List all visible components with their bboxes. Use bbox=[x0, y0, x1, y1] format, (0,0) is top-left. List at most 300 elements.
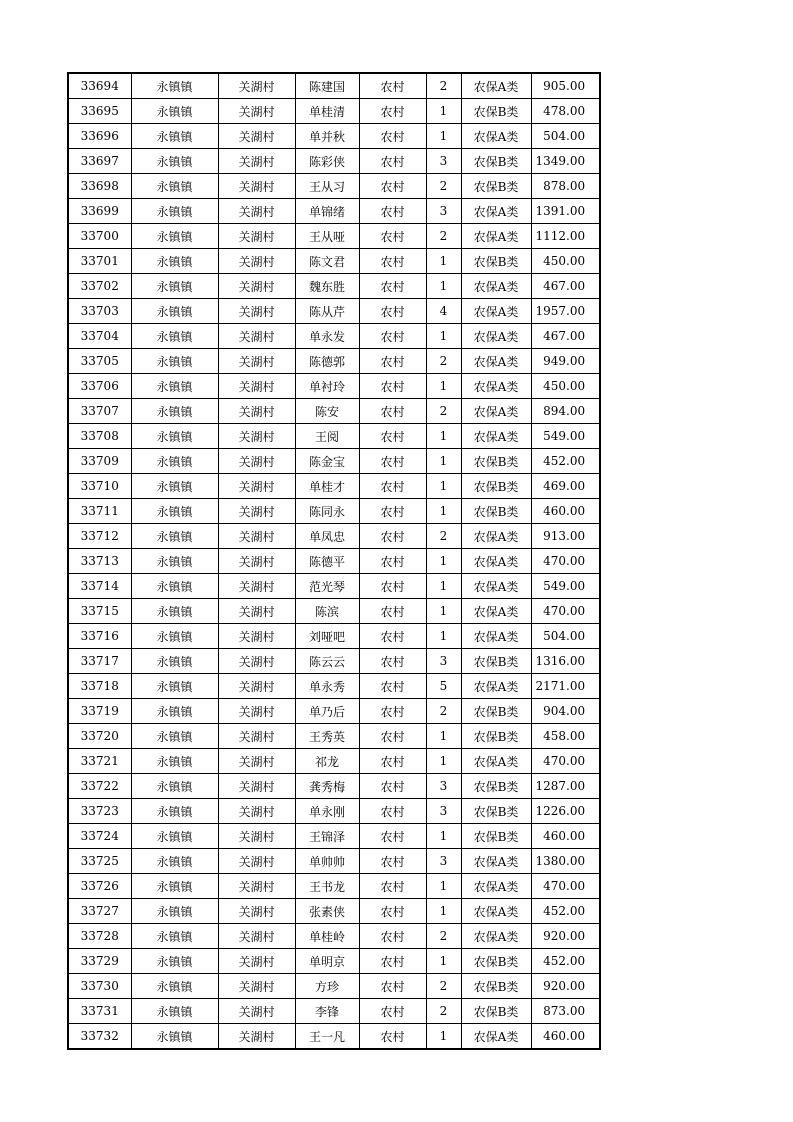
record-id-cell: 33718 bbox=[68, 674, 131, 699]
name-cell: 陈同永 bbox=[295, 499, 359, 524]
record-id-cell: 33728 bbox=[68, 924, 131, 949]
town-cell: 永镇镇 bbox=[131, 449, 218, 474]
name-cell: 陈云云 bbox=[295, 649, 359, 674]
amount-cell: 504.00 bbox=[531, 124, 600, 149]
village-cell: 关湖村 bbox=[218, 949, 295, 974]
table-row bbox=[68, 349, 600, 374]
town-cell: 永镇镇 bbox=[131, 499, 218, 524]
insurance-class-cell: 农保A类 bbox=[461, 73, 531, 99]
area-type-cell: 农村 bbox=[359, 374, 426, 399]
insurance-class-cell: 农保A类 bbox=[461, 424, 531, 449]
town-cell: 永镇镇 bbox=[131, 474, 218, 499]
town-cell: 永镇镇 bbox=[131, 874, 218, 899]
record-id-cell: 33719 bbox=[68, 699, 131, 724]
town-cell: 永镇镇 bbox=[131, 724, 218, 749]
town-cell: 永镇镇 bbox=[131, 424, 218, 449]
amount-cell: 452.00 bbox=[531, 949, 600, 974]
name-cell: 单衬玲 bbox=[295, 374, 359, 399]
insurance-class-cell: 农保B类 bbox=[461, 149, 531, 174]
record-id-cell: 33713 bbox=[68, 549, 131, 574]
record-id-cell: 33695 bbox=[68, 99, 131, 124]
table-row bbox=[68, 249, 600, 274]
table-row bbox=[68, 799, 600, 824]
insurance-class-cell: 农保B类 bbox=[461, 799, 531, 824]
area-type-cell: 农村 bbox=[359, 949, 426, 974]
name-cell: 范光琴 bbox=[295, 574, 359, 599]
name-cell: 陈彩侠 bbox=[295, 149, 359, 174]
name-cell: 单桂才 bbox=[295, 474, 359, 499]
household-count-cell: 3 bbox=[426, 849, 461, 874]
amount-cell: 913.00 bbox=[531, 524, 600, 549]
amount-cell: 1380.00 bbox=[531, 849, 600, 874]
table-row bbox=[68, 474, 600, 499]
amount-cell: 469.00 bbox=[531, 474, 600, 499]
household-count-cell: 1 bbox=[426, 1024, 461, 1050]
insurance-class-cell: 农保B类 bbox=[461, 724, 531, 749]
village-cell: 关湖村 bbox=[218, 624, 295, 649]
insurance-class-cell: 农保A类 bbox=[461, 1024, 531, 1050]
record-id-cell: 33694 bbox=[68, 73, 131, 99]
household-count-cell: 3 bbox=[426, 799, 461, 824]
amount-cell: 1112.00 bbox=[531, 224, 600, 249]
household-count-cell: 1 bbox=[426, 499, 461, 524]
insurance-class-cell: 农保A类 bbox=[461, 899, 531, 924]
insurance-class-cell: 农保A类 bbox=[461, 374, 531, 399]
table-row bbox=[68, 849, 600, 874]
area-type-cell: 农村 bbox=[359, 699, 426, 724]
name-cell: 王秀英 bbox=[295, 724, 359, 749]
village-cell: 关湖村 bbox=[218, 199, 295, 224]
name-cell: 李锋 bbox=[295, 999, 359, 1024]
table-row bbox=[68, 174, 600, 199]
amount-cell: 460.00 bbox=[531, 824, 600, 849]
table-row bbox=[68, 874, 600, 899]
town-cell: 永镇镇 bbox=[131, 824, 218, 849]
village-cell: 关湖村 bbox=[218, 849, 295, 874]
town-cell: 永镇镇 bbox=[131, 524, 218, 549]
name-cell: 单并秋 bbox=[295, 124, 359, 149]
table-row bbox=[68, 674, 600, 699]
record-id-cell: 33702 bbox=[68, 274, 131, 299]
table-row bbox=[68, 774, 600, 799]
record-id-cell: 33725 bbox=[68, 849, 131, 874]
town-cell: 永镇镇 bbox=[131, 374, 218, 399]
name-cell: 陈德郭 bbox=[295, 349, 359, 374]
town-cell: 永镇镇 bbox=[131, 324, 218, 349]
name-cell: 王锦泽 bbox=[295, 824, 359, 849]
name-cell: 王书龙 bbox=[295, 874, 359, 899]
table-row bbox=[68, 974, 600, 999]
table-row bbox=[68, 549, 600, 574]
town-cell: 永镇镇 bbox=[131, 999, 218, 1024]
amount-cell: 470.00 bbox=[531, 874, 600, 899]
record-id-cell: 33708 bbox=[68, 424, 131, 449]
area-type-cell: 农村 bbox=[359, 499, 426, 524]
table-row bbox=[68, 149, 600, 174]
table-row bbox=[68, 924, 600, 949]
name-cell: 单永秀 bbox=[295, 674, 359, 699]
insurance-class-cell: 农保A类 bbox=[461, 124, 531, 149]
amount-cell: 1957.00 bbox=[531, 299, 600, 324]
village-cell: 关湖村 bbox=[218, 149, 295, 174]
area-type-cell: 农村 bbox=[359, 799, 426, 824]
town-cell: 永镇镇 bbox=[131, 299, 218, 324]
area-type-cell: 农村 bbox=[359, 924, 426, 949]
town-cell: 永镇镇 bbox=[131, 224, 218, 249]
household-count-cell: 2 bbox=[426, 399, 461, 424]
amount-cell: 949.00 bbox=[531, 349, 600, 374]
town-cell: 永镇镇 bbox=[131, 1024, 218, 1050]
village-cell: 关湖村 bbox=[218, 749, 295, 774]
name-cell: 单凤忠 bbox=[295, 524, 359, 549]
amount-cell: 2171.00 bbox=[531, 674, 600, 699]
table-row bbox=[68, 624, 600, 649]
area-type-cell: 农村 bbox=[359, 749, 426, 774]
area-type-cell: 农村 bbox=[359, 574, 426, 599]
record-id-cell: 33711 bbox=[68, 499, 131, 524]
table-row bbox=[68, 649, 600, 674]
table-row bbox=[68, 424, 600, 449]
amount-cell: 504.00 bbox=[531, 624, 600, 649]
village-cell: 关湖村 bbox=[218, 724, 295, 749]
amount-cell: 467.00 bbox=[531, 324, 600, 349]
name-cell: 单锦绪 bbox=[295, 199, 359, 224]
town-cell: 永镇镇 bbox=[131, 774, 218, 799]
village-cell: 关湖村 bbox=[218, 974, 295, 999]
amount-cell: 452.00 bbox=[531, 899, 600, 924]
insurance-class-cell: 农保B类 bbox=[461, 174, 531, 199]
household-count-cell: 3 bbox=[426, 649, 461, 674]
table-row bbox=[68, 73, 600, 99]
amount-cell: 905.00 bbox=[531, 73, 600, 99]
household-count-cell: 2 bbox=[426, 73, 461, 99]
name-cell: 刘哑吧 bbox=[295, 624, 359, 649]
amount-cell: 458.00 bbox=[531, 724, 600, 749]
town-cell: 永镇镇 bbox=[131, 73, 218, 99]
town-cell: 永镇镇 bbox=[131, 749, 218, 774]
insurance-class-cell: 农保B类 bbox=[461, 824, 531, 849]
table-row bbox=[68, 699, 600, 724]
village-cell: 关湖村 bbox=[218, 349, 295, 374]
name-cell: 龚秀梅 bbox=[295, 774, 359, 799]
insurance-class-cell: 农保A类 bbox=[461, 224, 531, 249]
insurance-class-cell: 农保A类 bbox=[461, 674, 531, 699]
town-cell: 永镇镇 bbox=[131, 949, 218, 974]
table-row bbox=[68, 949, 600, 974]
table-row bbox=[68, 449, 600, 474]
name-cell: 陈文君 bbox=[295, 249, 359, 274]
insurance-class-cell: 农保A类 bbox=[461, 574, 531, 599]
record-id-cell: 33721 bbox=[68, 749, 131, 774]
town-cell: 永镇镇 bbox=[131, 649, 218, 674]
amount-cell: 470.00 bbox=[531, 549, 600, 574]
insurance-class-cell: 农保A类 bbox=[461, 874, 531, 899]
insurance-class-cell: 农保A类 bbox=[461, 399, 531, 424]
record-id-cell: 33710 bbox=[68, 474, 131, 499]
village-cell: 关湖村 bbox=[218, 174, 295, 199]
table-row bbox=[68, 499, 600, 524]
name-cell: 陈从芹 bbox=[295, 299, 359, 324]
household-count-cell: 1 bbox=[426, 124, 461, 149]
insurance-class-cell: 农保B类 bbox=[461, 999, 531, 1024]
insurance-class-cell: 农保B类 bbox=[461, 99, 531, 124]
record-id-cell: 33699 bbox=[68, 199, 131, 224]
record-id-cell: 33697 bbox=[68, 149, 131, 174]
name-cell: 方珍 bbox=[295, 974, 359, 999]
household-count-cell: 1 bbox=[426, 324, 461, 349]
village-cell: 关湖村 bbox=[218, 649, 295, 674]
village-cell: 关湖村 bbox=[218, 224, 295, 249]
table-row bbox=[68, 999, 600, 1024]
village-cell: 关湖村 bbox=[218, 99, 295, 124]
village-cell: 关湖村 bbox=[218, 524, 295, 549]
area-type-cell: 农村 bbox=[359, 199, 426, 224]
record-id-cell: 33714 bbox=[68, 574, 131, 599]
area-type-cell: 农村 bbox=[359, 549, 426, 574]
village-cell: 关湖村 bbox=[218, 299, 295, 324]
town-cell: 永镇镇 bbox=[131, 924, 218, 949]
household-count-cell: 2 bbox=[426, 699, 461, 724]
amount-cell: 920.00 bbox=[531, 924, 600, 949]
area-type-cell: 农村 bbox=[359, 224, 426, 249]
record-id-cell: 33712 bbox=[68, 524, 131, 549]
area-type-cell: 农村 bbox=[359, 449, 426, 474]
household-count-cell: 1 bbox=[426, 874, 461, 899]
name-cell: 单永刚 bbox=[295, 799, 359, 824]
table-row bbox=[68, 824, 600, 849]
insurance-class-cell: 农保A类 bbox=[461, 549, 531, 574]
household-count-cell: 2 bbox=[426, 924, 461, 949]
area-type-cell: 农村 bbox=[359, 849, 426, 874]
town-cell: 永镇镇 bbox=[131, 699, 218, 724]
amount-cell: 904.00 bbox=[531, 699, 600, 724]
insurance-class-cell: 农保A类 bbox=[461, 524, 531, 549]
area-type-cell: 农村 bbox=[359, 874, 426, 899]
insurance-class-cell: 农保A类 bbox=[461, 274, 531, 299]
household-count-cell: 1 bbox=[426, 449, 461, 474]
household-count-cell: 1 bbox=[426, 474, 461, 499]
area-type-cell: 农村 bbox=[359, 474, 426, 499]
record-id-cell: 33716 bbox=[68, 624, 131, 649]
town-cell: 永镇镇 bbox=[131, 274, 218, 299]
name-cell: 陈建国 bbox=[295, 73, 359, 99]
insurance-class-cell: 农保A类 bbox=[461, 299, 531, 324]
household-count-cell: 5 bbox=[426, 674, 461, 699]
record-id-cell: 33709 bbox=[68, 449, 131, 474]
insurance-class-cell: 农保A类 bbox=[461, 849, 531, 874]
amount-cell: 1391.00 bbox=[531, 199, 600, 224]
amount-cell: 460.00 bbox=[531, 1024, 600, 1050]
table-row bbox=[68, 324, 600, 349]
village-cell: 关湖村 bbox=[218, 874, 295, 899]
village-cell: 关湖村 bbox=[218, 474, 295, 499]
village-cell: 关湖村 bbox=[218, 424, 295, 449]
household-count-cell: 1 bbox=[426, 549, 461, 574]
village-cell: 关湖村 bbox=[218, 249, 295, 274]
town-cell: 永镇镇 bbox=[131, 574, 218, 599]
name-cell: 祁龙 bbox=[295, 749, 359, 774]
area-type-cell: 农村 bbox=[359, 999, 426, 1024]
village-cell: 关湖村 bbox=[218, 499, 295, 524]
area-type-cell: 农村 bbox=[359, 649, 426, 674]
name-cell: 王一凡 bbox=[295, 1024, 359, 1050]
name-cell: 陈德平 bbox=[295, 549, 359, 574]
household-count-cell: 4 bbox=[426, 299, 461, 324]
table-row bbox=[68, 1024, 600, 1050]
name-cell: 张素侠 bbox=[295, 899, 359, 924]
insurance-class-cell: 农保B类 bbox=[461, 774, 531, 799]
household-count-cell: 1 bbox=[426, 99, 461, 124]
household-count-cell: 3 bbox=[426, 774, 461, 799]
name-cell: 王从哑 bbox=[295, 224, 359, 249]
town-cell: 永镇镇 bbox=[131, 624, 218, 649]
area-type-cell: 农村 bbox=[359, 599, 426, 624]
name-cell: 陈滨 bbox=[295, 599, 359, 624]
town-cell: 永镇镇 bbox=[131, 674, 218, 699]
record-id-cell: 33726 bbox=[68, 874, 131, 899]
area-type-cell: 农村 bbox=[359, 774, 426, 799]
insurance-class-cell: 农保B类 bbox=[461, 649, 531, 674]
table-row bbox=[68, 199, 600, 224]
table-row bbox=[68, 124, 600, 149]
village-cell: 关湖村 bbox=[218, 449, 295, 474]
town-cell: 永镇镇 bbox=[131, 974, 218, 999]
amount-cell: 1226.00 bbox=[531, 799, 600, 824]
household-count-cell: 2 bbox=[426, 224, 461, 249]
amount-cell: 450.00 bbox=[531, 374, 600, 399]
household-count-cell: 2 bbox=[426, 349, 461, 374]
village-cell: 关湖村 bbox=[218, 1024, 295, 1050]
household-count-cell: 1 bbox=[426, 949, 461, 974]
town-cell: 永镇镇 bbox=[131, 849, 218, 874]
amount-cell: 549.00 bbox=[531, 424, 600, 449]
name-cell: 单桂清 bbox=[295, 99, 359, 124]
village-cell: 关湖村 bbox=[218, 599, 295, 624]
insurance-class-cell: 农保B类 bbox=[461, 249, 531, 274]
area-type-cell: 农村 bbox=[359, 974, 426, 999]
name-cell: 单桂岭 bbox=[295, 924, 359, 949]
area-type-cell: 农村 bbox=[359, 99, 426, 124]
village-cell: 关湖村 bbox=[218, 574, 295, 599]
amount-cell: 460.00 bbox=[531, 499, 600, 524]
name-cell: 陈金宝 bbox=[295, 449, 359, 474]
village-cell: 关湖村 bbox=[218, 899, 295, 924]
table-row bbox=[68, 599, 600, 624]
area-type-cell: 农村 bbox=[359, 274, 426, 299]
village-cell: 关湖村 bbox=[218, 549, 295, 574]
insurance-class-cell: 农保B类 bbox=[461, 474, 531, 499]
village-cell: 关湖村 bbox=[218, 824, 295, 849]
name-cell: 王从习 bbox=[295, 174, 359, 199]
record-id-cell: 33696 bbox=[68, 124, 131, 149]
town-cell: 永镇镇 bbox=[131, 599, 218, 624]
area-type-cell: 农村 bbox=[359, 249, 426, 274]
table-row bbox=[68, 574, 600, 599]
amount-cell: 467.00 bbox=[531, 274, 600, 299]
town-cell: 永镇镇 bbox=[131, 349, 218, 374]
area-type-cell: 农村 bbox=[359, 524, 426, 549]
household-count-cell: 1 bbox=[426, 249, 461, 274]
record-id-cell: 33720 bbox=[68, 724, 131, 749]
household-count-cell: 1 bbox=[426, 599, 461, 624]
village-cell: 关湖村 bbox=[218, 699, 295, 724]
village-cell: 关湖村 bbox=[218, 399, 295, 424]
table-row bbox=[68, 899, 600, 924]
area-type-cell: 农村 bbox=[359, 174, 426, 199]
town-cell: 永镇镇 bbox=[131, 99, 218, 124]
amount-cell: 1287.00 bbox=[531, 774, 600, 799]
record-id-cell: 33717 bbox=[68, 649, 131, 674]
town-cell: 永镇镇 bbox=[131, 149, 218, 174]
town-cell: 永镇镇 bbox=[131, 249, 218, 274]
village-cell: 关湖村 bbox=[218, 124, 295, 149]
household-count-cell: 3 bbox=[426, 199, 461, 224]
table-row bbox=[68, 99, 600, 124]
area-type-cell: 农村 bbox=[359, 399, 426, 424]
table-row bbox=[68, 374, 600, 399]
name-cell: 魏东胜 bbox=[295, 274, 359, 299]
record-id-cell: 33700 bbox=[68, 224, 131, 249]
amount-cell: 452.00 bbox=[531, 449, 600, 474]
household-count-cell: 1 bbox=[426, 749, 461, 774]
record-id-cell: 33731 bbox=[68, 999, 131, 1024]
table-row bbox=[68, 524, 600, 549]
table-body bbox=[68, 73, 600, 1049]
village-cell: 关湖村 bbox=[218, 999, 295, 1024]
household-count-cell: 1 bbox=[426, 274, 461, 299]
insurance-class-cell: 农保B类 bbox=[461, 449, 531, 474]
area-type-cell: 农村 bbox=[359, 824, 426, 849]
village-cell: 关湖村 bbox=[218, 774, 295, 799]
name-cell: 单乃后 bbox=[295, 699, 359, 724]
insurance-class-cell: 农保A类 bbox=[461, 349, 531, 374]
insurance-class-cell: 农保A类 bbox=[461, 324, 531, 349]
record-id-cell: 33715 bbox=[68, 599, 131, 624]
record-id-cell: 33722 bbox=[68, 774, 131, 799]
amount-cell: 1316.00 bbox=[531, 649, 600, 674]
area-type-cell: 农村 bbox=[359, 899, 426, 924]
area-type-cell: 农村 bbox=[359, 73, 426, 99]
record-id-cell: 33706 bbox=[68, 374, 131, 399]
table-row bbox=[68, 749, 600, 774]
insurance-class-cell: 农保A类 bbox=[461, 599, 531, 624]
record-id-cell: 33703 bbox=[68, 299, 131, 324]
household-count-cell: 2 bbox=[426, 524, 461, 549]
village-cell: 关湖村 bbox=[218, 374, 295, 399]
record-id-cell: 33707 bbox=[68, 399, 131, 424]
amount-cell: 878.00 bbox=[531, 174, 600, 199]
village-cell: 关湖村 bbox=[218, 324, 295, 349]
amount-cell: 450.00 bbox=[531, 249, 600, 274]
village-cell: 关湖村 bbox=[218, 924, 295, 949]
household-count-cell: 1 bbox=[426, 374, 461, 399]
record-id-cell: 33730 bbox=[68, 974, 131, 999]
village-cell: 关湖村 bbox=[218, 674, 295, 699]
household-count-cell: 1 bbox=[426, 574, 461, 599]
table-row bbox=[68, 299, 600, 324]
record-id-cell: 33732 bbox=[68, 1024, 131, 1050]
area-type-cell: 农村 bbox=[359, 724, 426, 749]
area-type-cell: 农村 bbox=[359, 349, 426, 374]
data-table bbox=[67, 72, 601, 1050]
amount-cell: 920.00 bbox=[531, 974, 600, 999]
household-count-cell: 2 bbox=[426, 974, 461, 999]
insurance-class-cell: 农保B类 bbox=[461, 699, 531, 724]
household-count-cell: 1 bbox=[426, 724, 461, 749]
area-type-cell: 农村 bbox=[359, 674, 426, 699]
amount-cell: 470.00 bbox=[531, 599, 600, 624]
record-id-cell: 33698 bbox=[68, 174, 131, 199]
